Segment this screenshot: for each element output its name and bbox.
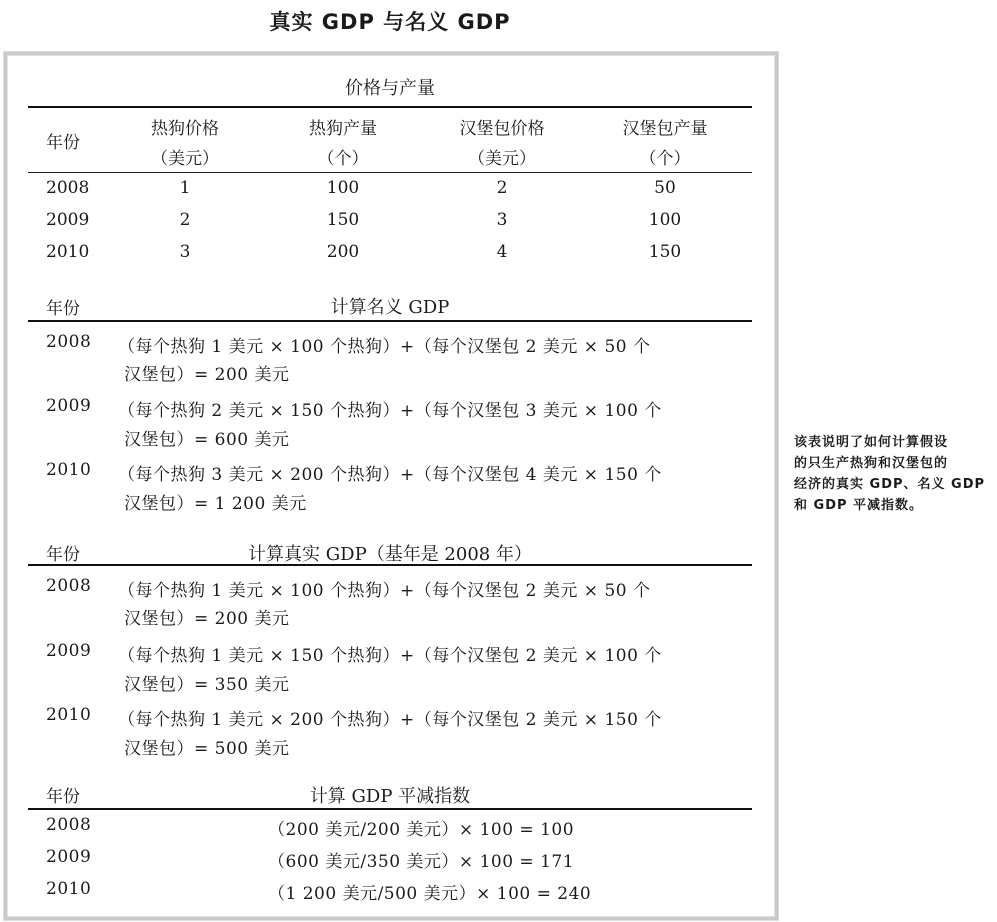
table-cell: 2010 bbox=[46, 242, 90, 262]
formula-line: （每个热狗 1 美元 × 150 个热狗）+（每个汉堡包 2 美元 × 100 个 bbox=[118, 646, 662, 666]
table-cell: 2 bbox=[496, 178, 508, 198]
formula-line: 汉堡包）= 500 美元 bbox=[124, 739, 290, 759]
header-burger-price-unit: （美元） bbox=[468, 149, 536, 169]
formula-line: （每个热狗 2 美元 × 150 个热狗）+（每个汉堡包 3 美元 × 100 个 bbox=[118, 401, 662, 421]
caption-line: 该表说明了如何计算假设 bbox=[794, 435, 949, 450]
header-burger-price: 汉堡包价格 bbox=[459, 119, 545, 139]
header-hotdog-qty: 热狗产量 bbox=[309, 119, 377, 139]
row-year: 2009 bbox=[46, 641, 92, 661]
row-year: 2009 bbox=[46, 396, 92, 416]
deflator-formula: （600 美元/350 美元）× 100 = 171 bbox=[268, 852, 575, 872]
formula-line: 汉堡包）= 600 美元 bbox=[124, 430, 290, 450]
table-cell: 2008 bbox=[46, 178, 90, 198]
header-hotdog-price-unit: （美元） bbox=[151, 149, 219, 169]
row-year: 2010 bbox=[46, 879, 92, 899]
formula-line: （每个热狗 1 美元 × 100 个热狗）+（每个汉堡包 2 美元 × 50 个 bbox=[118, 337, 651, 357]
header-burger-qty: 汉堡包产量 bbox=[622, 119, 708, 139]
formula-line: 汉堡包）= 200 美元 bbox=[124, 365, 290, 385]
real-gdp-title: 计算真实 GDP（基年是 2008 年） bbox=[248, 544, 532, 565]
deflator-formula: （200 美元/200 美元）× 100 = 100 bbox=[268, 820, 575, 840]
formula-line: （每个热狗 3 美元 × 200 个热狗）+（每个汉堡包 4 美元 × 150 个 bbox=[118, 465, 662, 485]
formula-line: 汉堡包）= 200 美元 bbox=[124, 609, 290, 629]
divider bbox=[28, 320, 752, 322]
table-cell: 3 bbox=[496, 210, 508, 230]
header-hotdog-price: 热狗价格 bbox=[151, 119, 219, 139]
formula-line: 汉堡包）= 1 200 美元 bbox=[124, 494, 307, 514]
deflator-formula: （1 200 美元/500 美元）× 100 = 240 bbox=[268, 884, 592, 904]
year-label: 年份 bbox=[46, 545, 80, 565]
side-caption bbox=[794, 432, 994, 516]
divider bbox=[28, 564, 752, 566]
table-cell: 4 bbox=[496, 242, 508, 262]
nominal-gdp-title: 计算名义 GDP bbox=[330, 297, 450, 318]
formula-line: （每个热狗 1 美元 × 100 个热狗）+（每个汉堡包 2 美元 × 50 个 bbox=[118, 581, 651, 601]
header-year: 年份 bbox=[46, 133, 80, 153]
divider bbox=[28, 808, 752, 810]
caption-line: 的只生产热狗和汉堡包的 bbox=[794, 456, 949, 471]
table-cell: 3 bbox=[179, 242, 191, 262]
table-cell: 200 bbox=[326, 242, 360, 262]
table-cell: 50 bbox=[654, 178, 676, 198]
page-title: 真实 GDP 与名义 GDP bbox=[269, 10, 511, 34]
formula-line: 汉堡包）= 350 美元 bbox=[124, 675, 290, 695]
table-cell: 150 bbox=[648, 242, 682, 262]
table-cell: 1 bbox=[179, 178, 191, 198]
row-year: 2010 bbox=[46, 705, 92, 725]
formula-line: （每个热狗 1 美元 × 200 个热狗）+（每个汉堡包 2 美元 × 150 个 bbox=[118, 710, 662, 730]
caption-line: 和 GDP 平减指数。 bbox=[794, 498, 924, 513]
row-year: 2010 bbox=[46, 460, 92, 480]
year-label: 年份 bbox=[46, 299, 80, 319]
table-cell: 100 bbox=[648, 210, 682, 230]
divider bbox=[28, 172, 752, 173]
row-year: 2009 bbox=[46, 847, 92, 867]
row-year: 2008 bbox=[46, 576, 92, 596]
row-year: 2008 bbox=[46, 815, 92, 835]
table-cell: 100 bbox=[326, 178, 360, 198]
deflator-title: 计算 GDP 平减指数 bbox=[309, 786, 471, 807]
table-cell: 2009 bbox=[46, 210, 90, 230]
price-quantity-title: 价格与产量 bbox=[345, 78, 435, 99]
header-burger-qty-unit: （个） bbox=[639, 149, 691, 169]
row-year: 2008 bbox=[46, 332, 92, 352]
year-label: 年份 bbox=[46, 787, 80, 807]
divider bbox=[28, 106, 752, 108]
caption-line: 经济的真实 GDP、名义 GDP bbox=[794, 477, 986, 492]
header-hotdog-qty-unit: （个） bbox=[317, 149, 369, 169]
table-cell: 2 bbox=[179, 210, 191, 230]
table-cell: 150 bbox=[326, 210, 360, 230]
